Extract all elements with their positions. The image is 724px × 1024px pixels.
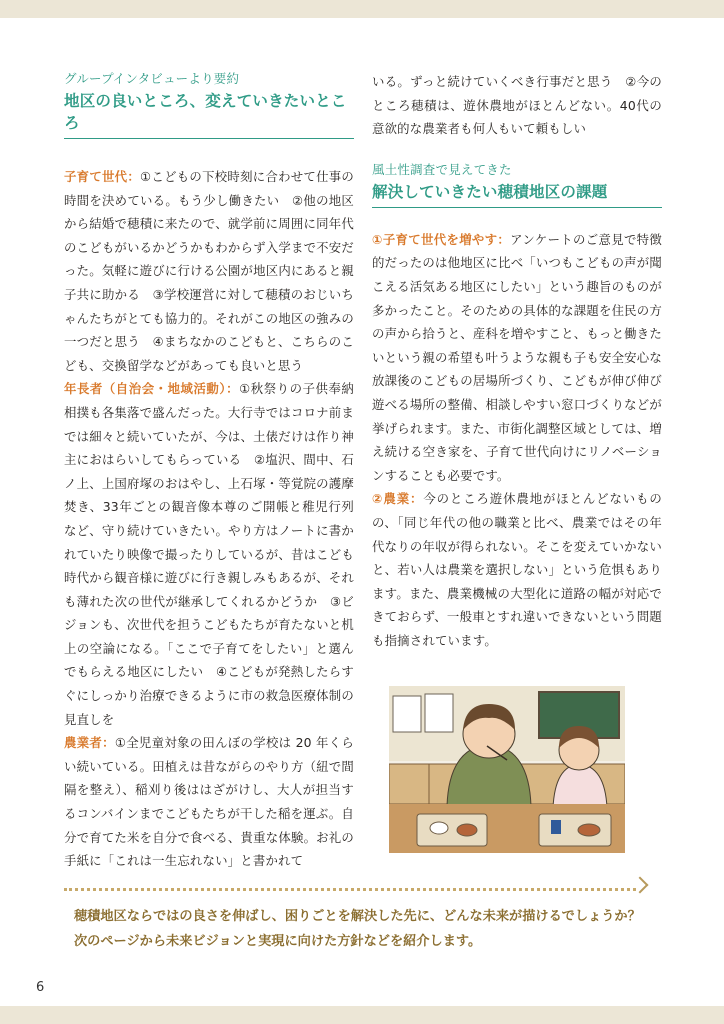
paragraph-text: アンケートのご意見で特徴的だったのは他地区に比べ「いつもこどもの声が聞こえる活気ある地区にしたい」という趣旨のものが多かったこと。そのための具体的な課題を住民の方の声から拾うと、産科を増やすこと、もっと働きたいという親の希望も叶うような親も子も安全安心な放課後のこどもの居場所づくり、こどもが伸び伸び遊べる場所の整備、相談しやすい窓口づくりなどが挙げられます。また、市街化調整区域としては、増え続ける空き家を、子育て世代向けにリノベーションすることも必要です。 bbox=[372, 231, 662, 483]
bottom-band bbox=[0, 1006, 724, 1024]
paragraph-lead: ②農業： bbox=[372, 491, 424, 507]
section-kicker: グループインタビューより要約 bbox=[64, 71, 240, 86]
paragraph-lead: 子育て世代： bbox=[64, 169, 141, 184]
closing-message bbox=[74, 904, 674, 954]
paragraph-continuation: いる。ずっと続けていくべき行事だと思う ②今のところ穂積は、遊休農地がほとんどない。40代の意欲的な農業者も何人もいて頼もしい bbox=[372, 74, 662, 137]
page-number: 6 bbox=[36, 980, 45, 995]
children-lunch-illustration bbox=[389, 686, 625, 853]
paragraph-text: ①秋祭りの子供奉納相撲も各集落で盛んだった。大行寺ではコロナ前までは細々と続いていたが、今は、土俵だけは作り神主におはらいしてもらっている ②塩沢、間中、石ノ上、上国府塚のおはやし、上石塚・等覚院の護摩焚き、33年ごとの観音像本尊のご開帳と稚児行列など、守り続けていきたい。やり方はノートに書かれていたり映像で撮ったりしているが、昔はこども時代から観音様に遊びに行き親しみもあるが、それも薄れた次の世代が継承してくれるかどうか ③ビジョンも、次世代を担うこどもたちが育たないと机上の空論になる。「ここで子育てをしたい」と選んでもらえる地区にしたい ④こどもが発熱したらすぐにしっかり治療できるように市の救急医療体制の見直しを bbox=[64, 381, 354, 727]
paragraph-lead: 年長者（自治会・地域活動）： bbox=[64, 381, 240, 397]
right-column bbox=[372, 70, 662, 652]
left-column bbox=[64, 70, 354, 873]
section-kicker: 風土性調査で見えてきた bbox=[372, 161, 512, 177]
paragraph-issue-farming bbox=[372, 487, 662, 652]
paragraph-issue-parents bbox=[372, 228, 662, 488]
paragraph-text: ①全児童対象の田んぼの学校は 20 年くらい続いている。田植えは昔ながらのやり方（紐で間隔を整え）、稲刈り後ははざがけし、大人が担当するコンバインまでこどもたちが干した稲を運ぶ。自分で育てた米を自分で食べる、貴重な体験。お礼の手紙に「これは一生忘れない」と書かれて bbox=[64, 735, 354, 869]
paragraph-lead: ①子育て世代を増やす： bbox=[372, 231, 511, 247]
closing-line-1: 穂積地区ならではの良さを伸ばし、困りごとを解決した先に、どんな未来が描けるでしょうか？ bbox=[74, 909, 641, 924]
paragraph-text: 今のところ遊休農地がほとんどないものの、「同じ年代の他の職業と比べ、農業ではその年代なりの年収が得られない。そこを変えていかないと、若い人は農業を選択しない」という危惧もあります。また、農業機械の大型化に道路の幅が対応できておらず、一般車とすれ違いできないという問題も指摘されています。 bbox=[372, 491, 662, 648]
paragraph-text: ①こどもの下校時刻に合わせて仕事の時間を決めている。もう少し働きたい ②他の地区から結婚で穂積に来たので、就学前に周囲に同年代のこどもがいるかどうかもわからず入学まで不安だった。気軽に遊びに行ける公園が地区内にあると親子共に助かる ③学校運営に対して穂積のおじいちゃんたちがとても協力的。それがこの地区の強みの一つだと思う ④まちなかのこどもと、こちらのこども、交換留学などがあっても良いと思う bbox=[64, 169, 355, 373]
paragraph-farmers bbox=[64, 731, 354, 873]
paragraph-parents bbox=[64, 165, 354, 377]
paragraph-elders bbox=[64, 377, 354, 731]
paragraph-lead: 農業者： bbox=[64, 735, 115, 751]
section-heading: 解決していきたい穂積地区の課題 bbox=[372, 181, 662, 208]
divider-dotted-line bbox=[64, 888, 636, 891]
section-heading: 地区の良いところ、変えていきたいところ bbox=[64, 90, 354, 139]
top-band bbox=[0, 0, 724, 18]
closing-line-2: 次のページから未来ビジョンと実現に向けた方針などを紹介します。 bbox=[74, 934, 482, 949]
